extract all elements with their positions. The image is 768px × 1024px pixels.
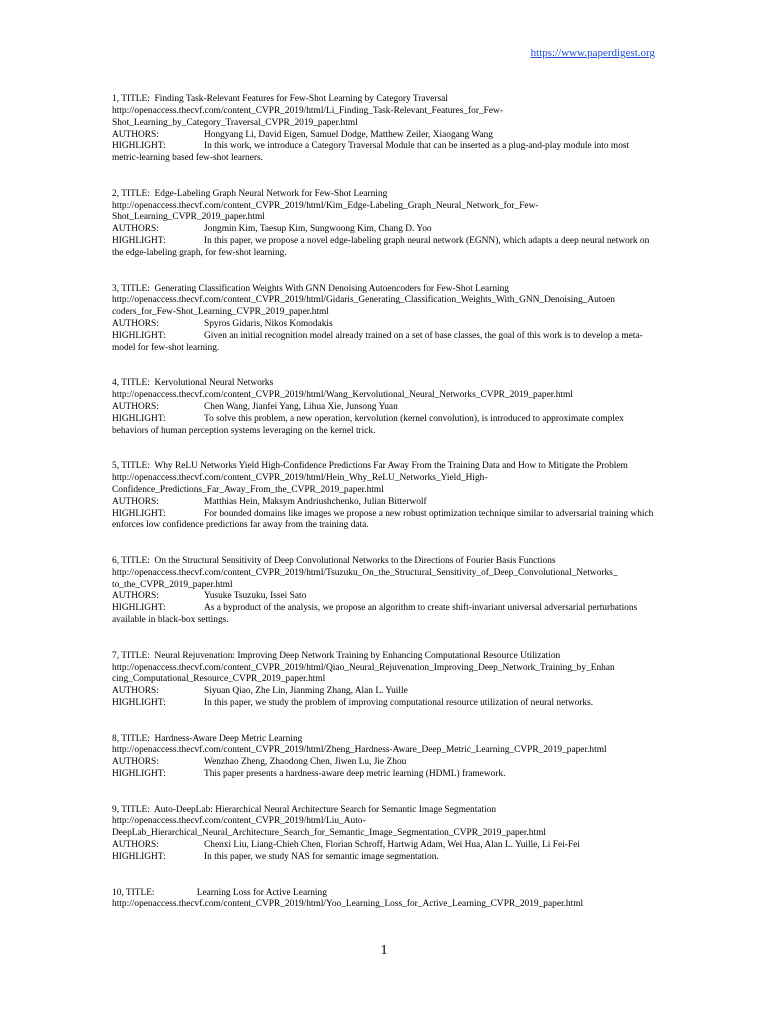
entry-title-line xyxy=(112,888,657,900)
highlight-label: HIGHLIGHT: xyxy=(112,330,166,341)
entry-title-line xyxy=(112,284,657,296)
entry-title-line xyxy=(112,805,657,817)
highlight-row xyxy=(112,414,657,438)
entry-number: 1, xyxy=(112,94,120,104)
paper-entry-2 xyxy=(112,189,657,260)
entry-highlight: Given an initial recognition model already trained on a set of base classes, the goal of this work is to develop a meta-model for few-shot learning. xyxy=(112,330,643,353)
highlight-label: HIGHLIGHT: xyxy=(112,603,166,614)
title-label: TITLE: xyxy=(121,650,150,661)
entry-number: 10, xyxy=(112,887,124,898)
entry-title-line xyxy=(112,94,657,106)
entry-authors: Yusuke Tsuzuku, Issei Sato xyxy=(204,591,307,602)
entry-highlight: In this paper, we propose a novel edge-labeling graph neural network (EGNN), which adapts a deep neural network on the edge-labeling graph, for few-shot learning. xyxy=(112,236,650,258)
authors-label: AUTHORS: xyxy=(112,129,159,140)
entry-authors: Matthias Hein, Maksym Andriushchenko, Julian Bitterwolf xyxy=(204,496,427,507)
entry-url[interactable]: http://openaccess.thecvf.com/content_CVPR_2019/html/Hein_Why_ReLU_Networks_Yield_High- Confidence_Predictions_Far_Away_From_the_CVPR_2019_paper.html xyxy=(112,473,488,495)
highlight-row xyxy=(112,236,657,260)
entry-authors: Chenxi Liu, Liang-Chieh Chen, Florian Schroff, Hartwig Adam, Wei Hua, Alan L. Yuille, Li Fei-Fei xyxy=(204,840,580,851)
entry-title: Why ReLU Networks Yield High-Confidence Predictions Far Away From the Training Data and How to Mitigate the Problem xyxy=(154,461,628,472)
authors-label: AUTHORS: xyxy=(112,401,159,412)
title-label: TITLE: xyxy=(121,94,150,104)
entry-number: 9, xyxy=(112,804,120,815)
authors-row xyxy=(112,840,657,852)
paper-entry-8 xyxy=(112,734,657,781)
paper-entry-1 xyxy=(112,94,657,165)
entry-url[interactable]: http://openaccess.thecvf.com/content_CVPR_2019/html/Kim_Edge-Labeling_Graph_Neural_Network_for_Few- Shot_Learning_CVPR_2019_paper.html xyxy=(112,200,539,223)
entry-highlight: For bounded domains like images we propose a new robust optimization technique similar to adversarial training which enforces low confidence predictions far away from the training data. xyxy=(112,508,654,531)
entry-title: On the Structural Sensitivity of Deep Convolutional Networks to the Directions of Fourier Basis Functions xyxy=(154,555,556,566)
authors-label: AUTHORS: xyxy=(112,686,159,697)
entry-highlight: As a byproduct of the analysis, we propose an algorithm to create shift-invariant universal adversarial perturbations available in black-box settings. xyxy=(112,603,638,626)
title-label: TITLE: xyxy=(121,733,150,744)
authors-label: AUTHORS: xyxy=(112,840,159,851)
authors-row xyxy=(112,591,657,603)
authors-label: AUTHORS: xyxy=(112,496,159,507)
title-label: TITLE: xyxy=(121,188,150,199)
highlight-label: HIGHLIGHT: xyxy=(112,236,166,247)
title-label: TITLE: xyxy=(121,378,150,389)
entry-title-line xyxy=(112,556,657,568)
entry-authors: Jongmin Kim, Taesup Kim, Sungwoong Kim, Chang D. Yoo xyxy=(204,224,432,235)
authors-row xyxy=(112,130,657,142)
highlight-row xyxy=(112,141,657,165)
entry-title: Auto-DeepLab: Hierarchical Neural Architecture Search for Semantic Image Segmentation xyxy=(154,804,497,815)
entry-highlight: In this paper, we study NAS for semantic image segmentation. xyxy=(204,852,439,862)
title-label: TITLE: xyxy=(121,461,150,472)
highlight-row xyxy=(112,509,657,533)
paper-entry-5 xyxy=(112,461,657,532)
entry-url[interactable]: http://openaccess.thecvf.com/content_CVPR_2019/html/Zheng_Hardness-Aware_Deep_Metric_Learning_CVPR_2019_paper.html xyxy=(112,745,607,756)
authors-label: AUTHORS: xyxy=(112,591,159,602)
entry-url[interactable]: http://openaccess.thecvf.com/content_CVPR_2019/html/Li_Finding_Task-Relevant_Features_for_Few- Shot_Learning_by_Category_Traversal_CVPR_2019_paper.html xyxy=(112,105,503,128)
entry-number: 5, xyxy=(112,461,120,472)
title-label: TITLE: xyxy=(121,283,150,294)
entry-url[interactable]: http://openaccess.thecvf.com/content_CVPR_2019/html/Qiao_Neural_Rejuvenation_Improving_Deep_Network_Training_by_Enhan cing_Computational_Resource_CVPR_2019_paper.html xyxy=(112,662,615,685)
entry-authors: Siyuan Qiao, Zhe Lin, Jianming Zhang, Alan L. Yuille xyxy=(204,686,408,697)
entry-url[interactable]: http://openaccess.thecvf.com/content_CVPR_2019/html/Wang_Kervolutional_Neural_Networks_CVPR_2019_paper.html xyxy=(112,390,573,401)
page-number: 1 xyxy=(380,943,388,958)
highlight-label: HIGHLIGHT: xyxy=(112,852,166,862)
paper-entry-6 xyxy=(112,556,657,627)
title-label: TITLE: xyxy=(125,887,155,898)
title-label: TITLE: xyxy=(121,555,150,566)
highlight-row xyxy=(112,698,657,710)
authors-row xyxy=(112,497,657,509)
paper-entry-3 xyxy=(112,284,657,355)
authors-label: AUTHORS: xyxy=(112,757,159,768)
entry-number: 4, xyxy=(112,378,120,389)
paper-entry-4 xyxy=(112,378,657,437)
entry-highlight: In this paper, we study the problem of improving computational resource utilization of neural networks. xyxy=(204,698,594,709)
entry-title: Learning Loss for Active Learning xyxy=(196,887,327,898)
entry-title: Kervolutional Neural Networks xyxy=(154,378,274,389)
entry-title-line xyxy=(112,734,657,746)
entry-title: Hardness-Aware Deep Metric Learning xyxy=(154,733,303,744)
highlight-label: HIGHLIGHT: xyxy=(112,508,166,519)
entry-title: Edge-Labeling Graph Neural Network for Few-Shot Learning xyxy=(154,188,388,199)
entry-url[interactable]: http://openaccess.thecvf.com/content_CVPR_2019/html/Tsuzuku_On_the_Structural_Sensitivity_of_Deep_Convolutional_Networks_ to_the_CVPR_2019_paper.html xyxy=(112,567,618,590)
entry-title-line xyxy=(112,189,657,201)
entry-title: Neural Rejuvenation: Improving Deep Network Training by Enhancing Computational Resource Utilization xyxy=(154,650,561,661)
highlight-row xyxy=(112,603,657,627)
paperdigest-link[interactable]: https://www.paperdigest.org xyxy=(530,47,655,59)
highlight-label: HIGHLIGHT: xyxy=(112,769,166,780)
entry-url[interactable]: http://openaccess.thecvf.com/content_CVPR_2019/html/Liu_Auto- DeepLab_Hierarchical_Neural_Architecture_Search_for_Semantic_Image_Segmentation_CVPR_2019_paper.html xyxy=(112,816,546,839)
entry-title-line xyxy=(112,461,657,473)
paper-entry-10 xyxy=(112,888,657,912)
entry-title-line xyxy=(112,651,657,663)
highlight-label: HIGHLIGHT: xyxy=(112,413,166,424)
paper-entry-7 xyxy=(112,651,657,710)
authors-row xyxy=(112,402,657,414)
highlight-row xyxy=(112,769,657,781)
paper-entry-9 xyxy=(112,805,657,864)
entry-list xyxy=(112,94,657,935)
entry-authors: Hongyang Li, David Eigen, Samuel Dodge, Matthew Zeiler, Xiaogang Wang xyxy=(204,129,493,140)
entry-title: Finding Task-Relevant Features for Few-Shot Learning by Category Traversal xyxy=(154,94,448,104)
entry-title: Generating Classification Weights With GNN Denoising Autoencoders for Few-Shot Learning xyxy=(154,283,509,294)
title-label: TITLE: xyxy=(121,804,150,815)
entry-number: 2, xyxy=(112,188,120,199)
entry-url[interactable]: http://openaccess.thecvf.com/content_CVPR_2019/html/Yoo_Learning_Loss_for_Active_Learning_CVPR_2019_paper.html xyxy=(112,899,584,910)
entry-highlight: To solve this problem, a new operation, kervolution (kernel convolution), is introduced to approximate complex behaviors of human perception systems leveraging on the kernel trick. xyxy=(112,413,624,436)
highlight-row xyxy=(112,852,657,864)
authors-row xyxy=(112,686,657,698)
authors-label: AUTHORS: xyxy=(112,224,159,235)
entry-authors: Spyros Gidaris, Nikos Komodakis xyxy=(204,319,333,330)
entry-number: 7, xyxy=(112,650,120,661)
entry-url[interactable]: http://openaccess.thecvf.com/content_CVPR_2019/html/Gidaris_Generating_Classification_Weights_With_GNN_Denoising_Autoen coders_for_Few-Shot_Learning_CVPR_2019_paper.html xyxy=(112,295,615,318)
entry-authors: Wenzhao Zheng, Zhaodong Chen, Jiwen Lu, Jie Zhou xyxy=(204,757,407,768)
entry-number: 3, xyxy=(112,283,120,294)
highlight-label: HIGHLIGHT: xyxy=(112,141,166,152)
highlight-row xyxy=(112,331,657,355)
authors-row xyxy=(112,319,657,331)
authors-row xyxy=(112,224,657,236)
authors-row xyxy=(112,757,657,769)
entry-title-line xyxy=(112,378,657,390)
highlight-label: HIGHLIGHT: xyxy=(112,698,166,709)
entry-authors: Chen Wang, Jianfei Yang, Lihua Xie, Junsong Yuan xyxy=(204,401,398,412)
entry-number: 8, xyxy=(112,733,120,744)
entry-highlight: In this work, we introduce a Category Traversal Module that can be inserted as a plug-and-play module into most metric-learning based few-shot learners. xyxy=(112,141,630,164)
authors-label: AUTHORS: xyxy=(112,319,159,330)
entry-highlight: This paper presents a hardness-aware deep metric learning (HDML) framework. xyxy=(204,769,506,780)
entry-number: 6, xyxy=(112,555,120,566)
